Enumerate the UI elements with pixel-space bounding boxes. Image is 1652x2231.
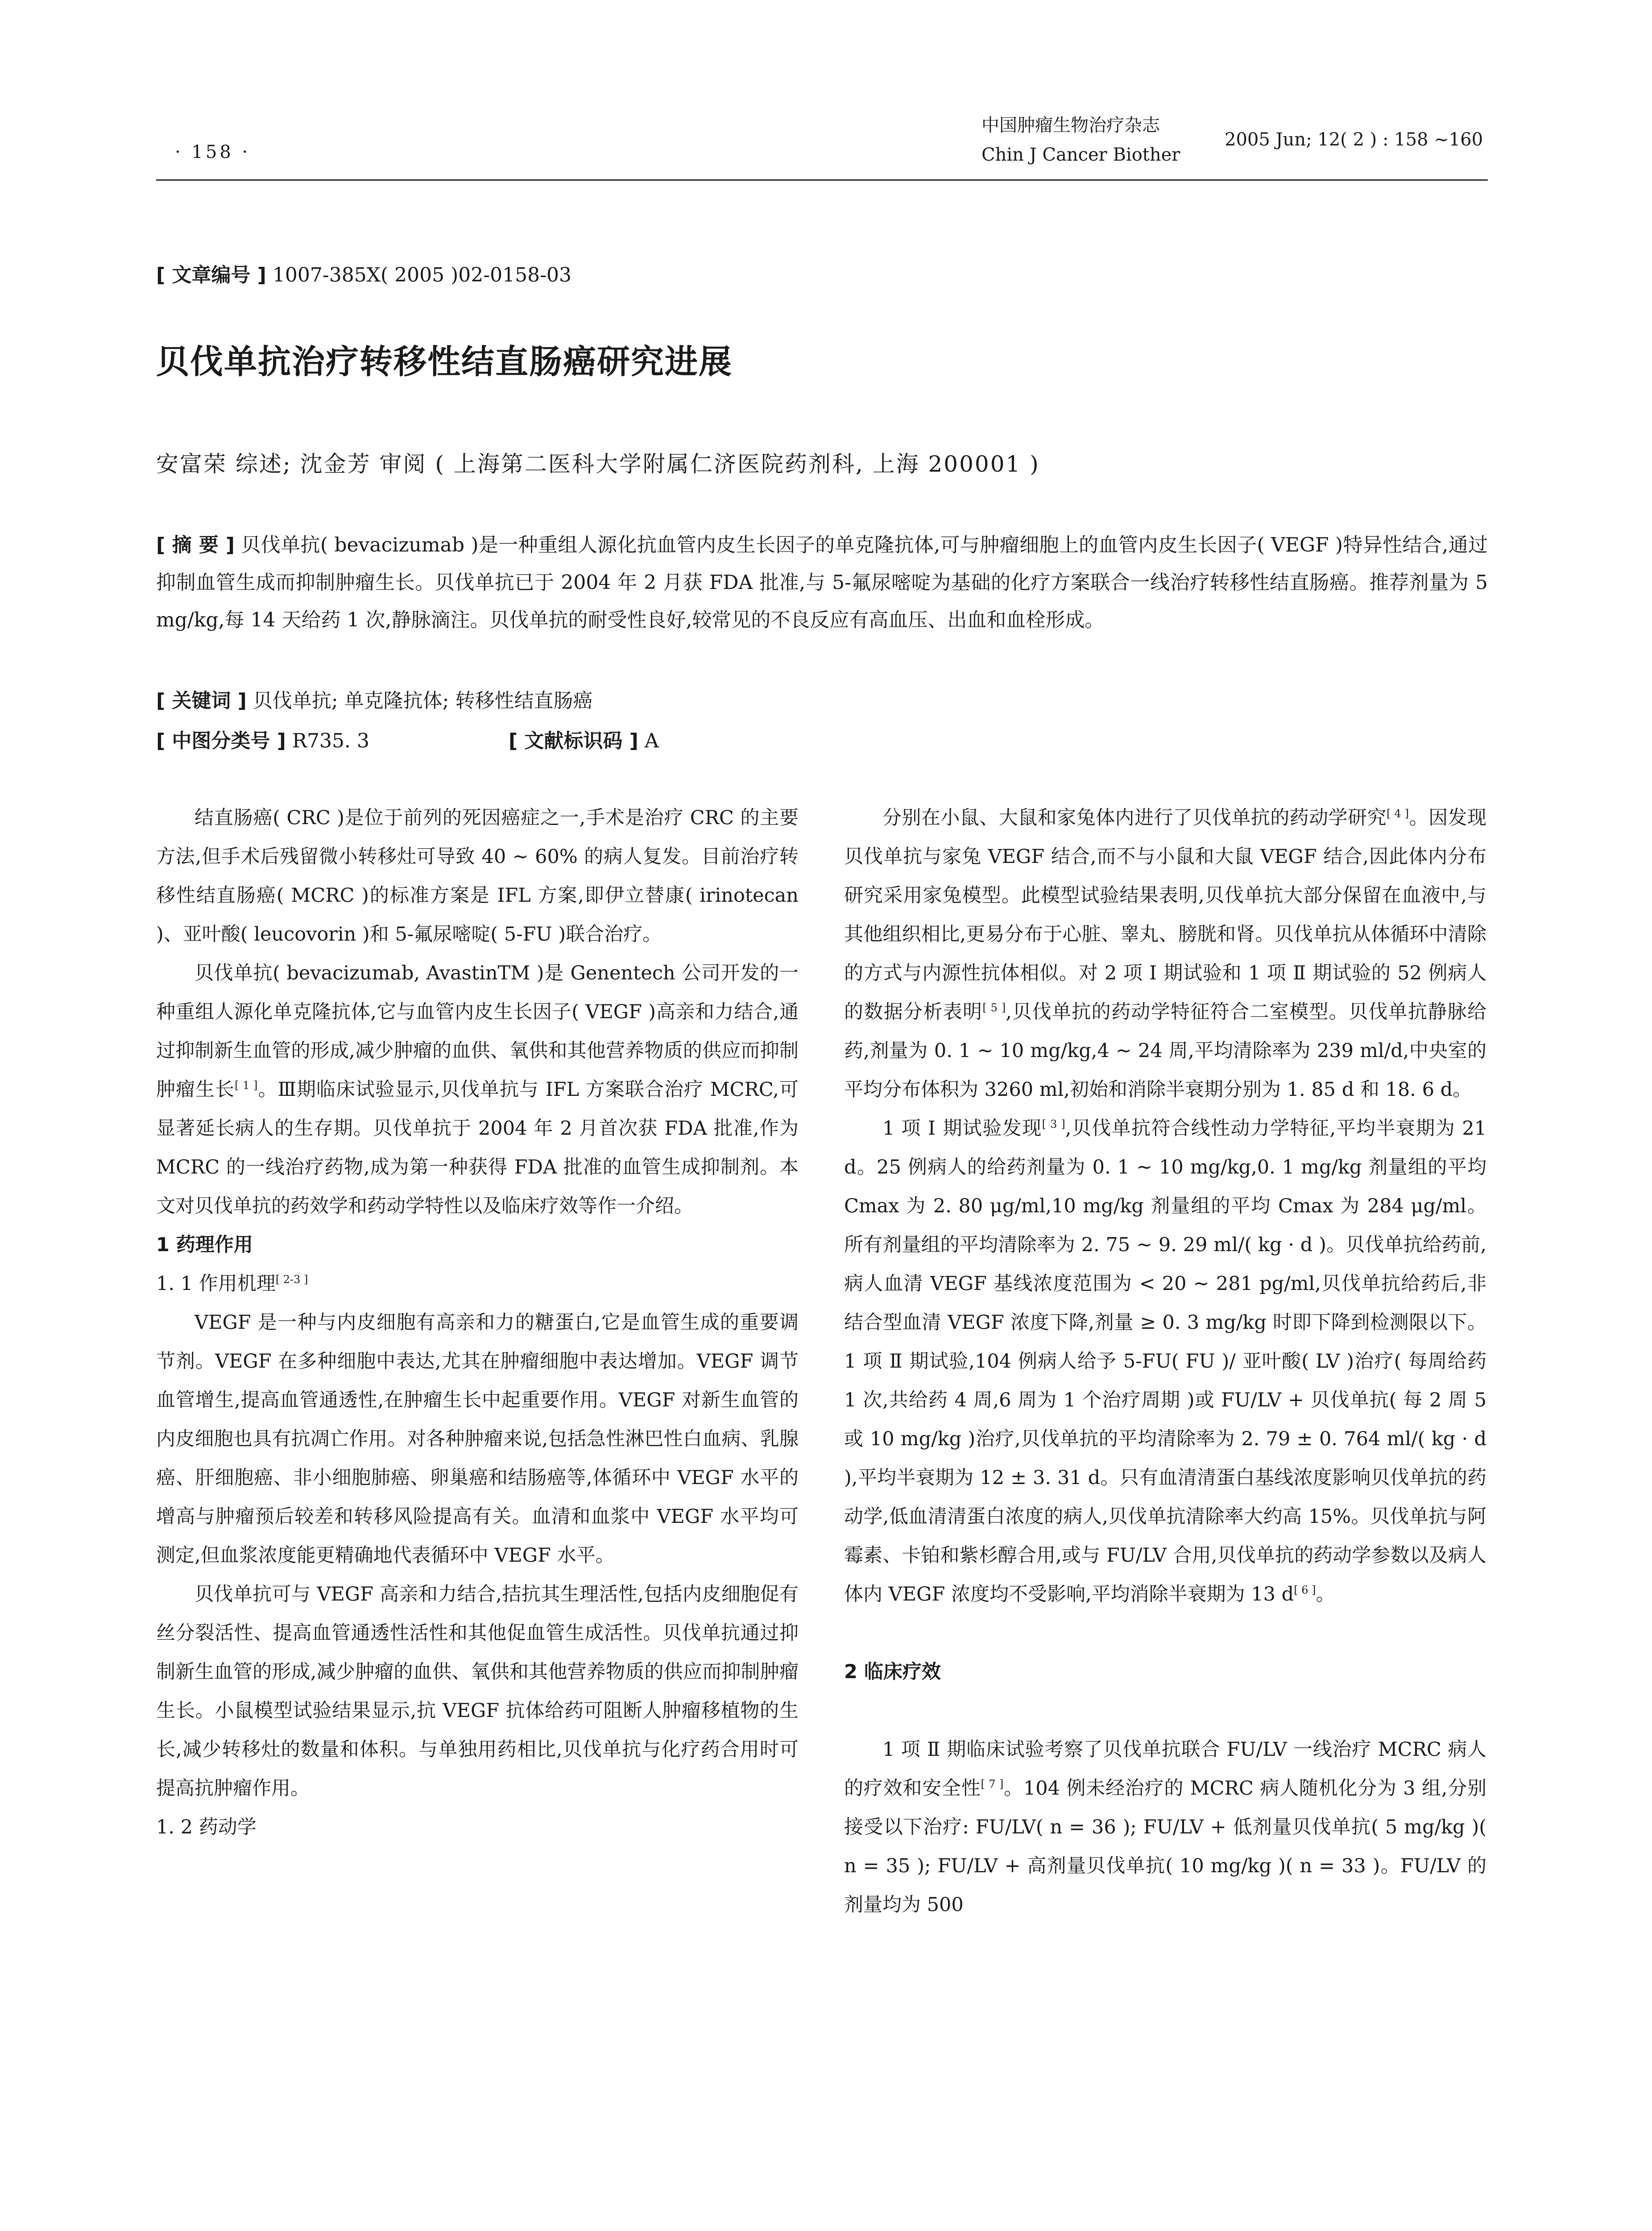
- spacer: [844, 1614, 1486, 1653]
- spacer: [844, 1692, 1486, 1730]
- paragraph: 结直肠癌( CRC )是位于前列的死因癌症之一,手术是治疗 CRC 的主要方法,但手术后残留微小转移灶可导致 40 ~ 60% 的病人复发。目前治疗转移性结直肠癌( MCRC )的标准方案是 IFL 方案,即伊立替康( irinotecan )、亚叶酸( leucovorin )和 5-氟尿嘧啶( 5-FU )联合治疗。: [156, 807, 799, 945]
- journal-issue: 2005 Jun; 12( 2 ) : 158 ~160: [1225, 129, 1483, 150]
- citation: [ 6 ]: [1294, 1584, 1316, 1597]
- journal-name-en: Chin J Cancer Biother: [981, 145, 1180, 165]
- journal-name: [981, 111, 1180, 170]
- citation: [ 4 ]: [1386, 807, 1409, 820]
- page-number: · 158 ·: [175, 142, 251, 162]
- keywords: [156, 684, 592, 713]
- body-column-left: [156, 799, 799, 1847]
- keywords-label: [ 关键词 ]: [156, 689, 247, 712]
- article-number-label: [ 文章编号 ]: [156, 264, 266, 286]
- subsection-heading: 1. 1 作用机理[ 2-3 ]: [156, 1273, 308, 1295]
- paragraph: 贝伐单抗可与 VEGF 高亲和力结合,拮抗其生理活性,包括内皮细胞促有丝分裂活性、提高血管通透性活性和其他促血管生成活性。贝伐单抗通过抑制新生血管的形成,减少肿瘤的血供、氧供和其他营养物质的供应而抑制肿瘤生长。小鼠模型试验结果显示,抗 VEGF 抗体给药可阻断人肿瘤移植物的生长,减少转移灶的数量和体积。与单独用药相比,贝伐单抗与化疗药合用时可提高抗肿瘤作用。: [156, 1583, 799, 1800]
- article-title: 贝伐单抗治疗转移性结直肠癌研究进展: [156, 343, 733, 381]
- citation: [ 2-3 ]: [275, 1273, 308, 1286]
- body-column-right: [844, 799, 1486, 1924]
- authors-line: 安富荣 综述; 沈金芳 审阅 ( 上海第二医科大学附属仁济医院药剂科, 上海 200001 ): [156, 451, 1040, 477]
- paragraph: 分别在小鼠、大鼠和家兔体内进行了贝伐单抗的药动学研究[ 4 ]。因发现贝伐单抗与家兔 VEGF 结合,而不与小鼠和大鼠 VEGF 结合,因此体内分布研究采用家兔模型。此模型试验结果表明,贝伐单抗大部分保留在血液中,与其他组织相比,更易分布于心脏、睾丸、膀胱和肾。贝伐单抗从体循环中清除的方式与内源性抗体相似。对 2 项 Ⅰ 期试验和 1 项 Ⅱ 期试验的 52 例病人的数据分析表明[ 5 ],贝伐单抗的药动学特征符合二室模型。贝伐单抗静脉给药,剂量为 0. 1 ~ 10 mg/kg,4 ~ 24 周,平均清除率为 239 ml/d,中央室的平均分布体积为 3260 ml,初始和消除半衰期分别为 1. 85 d 和 18. 6 d。: [844, 807, 1487, 1101]
- paragraph: VEGF 是一种与内皮细胞有高亲和力的糖蛋白,它是血管生成的重要调节剂。VEGF 在多种细胞中表达,尤其在肿瘤细胞中表达增加。VEGF 调节血管增生,提高血管通透性,在肿瘤生长中起重要作用。VEGF 对新生血管的内皮细胞也具有抗凋亡作用。对各种肿瘤来说,包括急性淋巴性白血病、乳腺癌、肝细胞癌、非小细胞肺癌、卵巢癌和结肠癌等,体循环中 VEGF 水平的增高与肿瘤预后较差和转移风险提高有关。血清和血浆中 VEGF 水平均可测定,但血浆浓度能更精确地代表循环中 VEGF 水平。: [156, 1311, 799, 1567]
- abstract: [156, 527, 1488, 639]
- header-rule: [156, 179, 1488, 181]
- citation: [ 3 ]: [1042, 1118, 1065, 1131]
- doc-code-text: A: [644, 730, 659, 752]
- subsection-heading: 1. 2 药动学: [156, 1816, 257, 1838]
- document-code: [509, 725, 659, 753]
- clc-label: [ 中图分类号 ]: [156, 730, 286, 752]
- journal-name-cn: 中国肿瘤生物治疗杂志: [981, 115, 1160, 136]
- citation: [ 1 ]: [235, 1079, 258, 1092]
- paragraph: 1 项 Ⅰ 期试验发现[ 3 ],贝伐单抗符合线性动力学特征,平均半衰期为 21 d。25 例病人的给药剂量为 0. 1 ~ 10 mg/kg,0. 1 mg/kg 剂量组的平均 Cmax 为 2. 80 μg/ml,10 mg/kg 剂量组的平均 Cmax 为 284 μg/ml。所有剂量组的平均清除率为 2. 75 ~ 9. 29 ml/( kg · d )。贝伐单抗给药前,病人血清 VEGF 基线浓度范围为 < 20 ~ 281 pg/ml,贝伐单抗给药后,非结合型血清 VEGF 浓度下降,剂量 ≥ 0. 3 mg/kg 时即下降到检测限以下。1 项 Ⅱ 期试验,104 例病人给予 5-FU( FU )/ 亚叶酸( LV )治疗( 每周给药 1 次,共给药 4 周,6 周为 1 个治疗周期 )或 FU/LV + 贝伐单抗( 每 2 周 5 或 10 mg/kg )治疗,贝伐单抗的平均清除率为 2. 79 ± 0. 764 ml/( kg · d ),平均半衰期为 12 ± 3. 31 d。只有血清清蛋白基线浓度影响贝伐单抗的药动学,低血清清蛋白浓度的病人,贝伐单抗清除率大约高 15%。贝伐单抗与阿霉素、卡铂和紫杉醇合用,或与 FU/LV 合用,贝伐单抗的药动学参数以及病人体内 VEGF 浓度均不受影响,平均消除半衰期为 13 d[ 6 ]。: [844, 1117, 1486, 1605]
- doc-code-label: [ 文献标识码 ]: [509, 730, 638, 752]
- paragraph: 贝伐单抗( bevacizumab, AvastinTM )是 Genentech 公司开发的一种重组人源化单克隆抗体,它与血管内皮生长因子( VEGF )高亲和力结合,通过抑制新生血管的形成,减少肿瘤的血供、氧供和其他营养物质的供应而抑制肿瘤生长[ 1 ]。Ⅲ期临床试验显示,贝伐单抗与 IFL 方案联合治疗 MCRC,可显著延长病人的生存期。贝伐单抗于 2004 年 2 月首次获 FDA 批准,作为 MCRC 的一线治疗药物,成为第一种获得 FDA 批准的血管生成抑制剂。本文对贝伐单抗的药效学和药动学特性以及临床疗效等作一介绍。: [156, 962, 799, 1217]
- article-number: [156, 259, 571, 287]
- citation: [ 7 ]: [981, 1778, 1004, 1791]
- abstract-label: [ 摘 要 ]: [156, 534, 235, 556]
- paragraph: 1 项 Ⅱ 期临床试验考察了贝伐单抗联合 FU/LV 一线治疗 MCRC 病人的疗效和安全性[ 7 ]。104 例未经治疗的 MCRC 病人随机化分为 3 组,分别接受以下治疗: FU/LV( n = 36 ); FU/LV + 低剂量贝伐单抗( 5 mg/kg )( n = 35 ); FU/LV + 高剂量贝伐单抗( 10 mg/kg )( n = 33 )。FU/LV 的剂量均为 500: [844, 1738, 1487, 1916]
- article-number-value: 1007-385X( 2005 )02-0158-03: [272, 264, 571, 286]
- section-heading: 1 药理作用: [156, 1234, 253, 1256]
- clc-number: [156, 725, 369, 753]
- section-heading: 2 临床疗效: [844, 1661, 941, 1683]
- keywords-text: 贝伐单抗; 单克隆抗体; 转移性结直肠癌: [253, 689, 593, 712]
- clc-text: R735. 3: [292, 730, 369, 752]
- abstract-text: 贝伐单抗( bevacizumab )是一种重组人源化抗血管内皮生长因子的单克隆抗体,可与肿瘤细胞上的血管内皮生长因子( VEGF )特异性结合,通过抑制血管生成而抑制肿瘤生长。贝伐单抗已于 2004 年 2 月获 FDA 批准,与 5-氟尿嘧啶为基础的化疗方案联合一线治疗转移性结直肠癌。推荐剂量为 5 mg/kg,每 14 天给药 1 次,静脉滴注。贝伐单抗的耐受性良好,较常见的不良反应有高血压、出血和血栓形成。: [156, 534, 1488, 631]
- citation: [ 5 ]: [982, 1001, 1006, 1014]
